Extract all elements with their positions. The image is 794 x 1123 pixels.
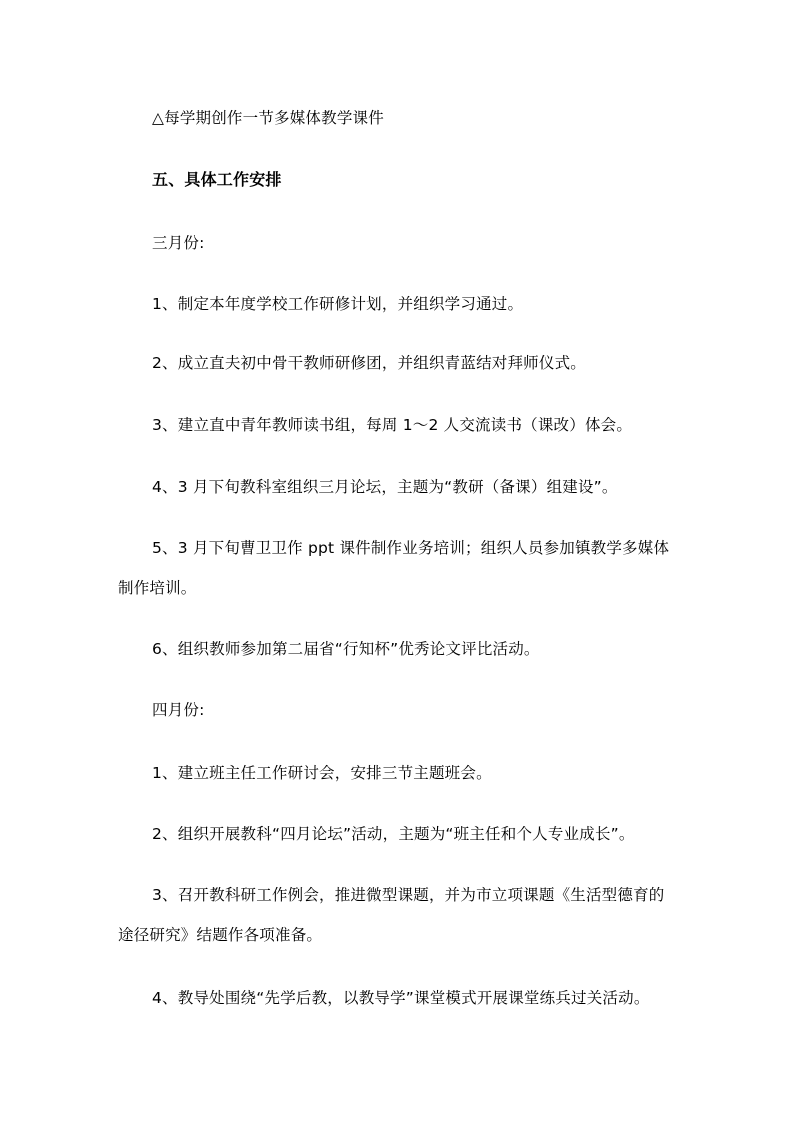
april-item-2: 2、组织开展教科“四月论坛”活动，主题为“班主任和个人专业成长”。: [152, 825, 635, 843]
section-heading: 五、具体工作安排: [152, 170, 282, 189]
march-item-6: 6、组织教师参加第二届省“行知杯”优秀论文评比活动。: [152, 640, 540, 658]
march-item-1: 1、制定本年度学校工作研修计划，并组织学习通过。: [152, 295, 524, 313]
march-item-3: 3、建立直中青年教师读书组，每周 1～2 人交流读书（课改）体会。: [152, 416, 633, 434]
april-item-4: 4、教导处围绕“先学后教，以教导学”课堂模式开展课堂练兵过关活动。: [152, 989, 650, 1007]
march-item-4: 4、3 月下旬教科室组织三月论坛，主题为“教研（备课）组建设”。: [152, 478, 618, 496]
april-item-3-line-2: 途径研究》结题作各项准备。: [118, 926, 323, 944]
april-item-3-line-1: 3、召开教科研工作例会，推进微型课题，并为市立项课题《生活型德育的: [152, 886, 665, 904]
bullet-line: △每学期创作一节多媒体教学课件: [152, 109, 384, 127]
april-item-1: 1、建立班主任工作研讨会，安排三节主题班会。: [152, 764, 492, 782]
month-label-april: 四月份:: [152, 701, 205, 719]
march-item-5-line-1: 5、3 月下旬曹卫卫作 ppt 课件制作业务培训；组织人员参加镇教学多媒体: [152, 539, 670, 557]
month-label-march: 三月份:: [152, 234, 205, 252]
march-item-2: 2、成立直夫初中骨干教师研修团，并组织青蓝结对拜师仪式。: [152, 354, 586, 372]
march-item-5-line-2: 制作培训。: [118, 579, 197, 597]
